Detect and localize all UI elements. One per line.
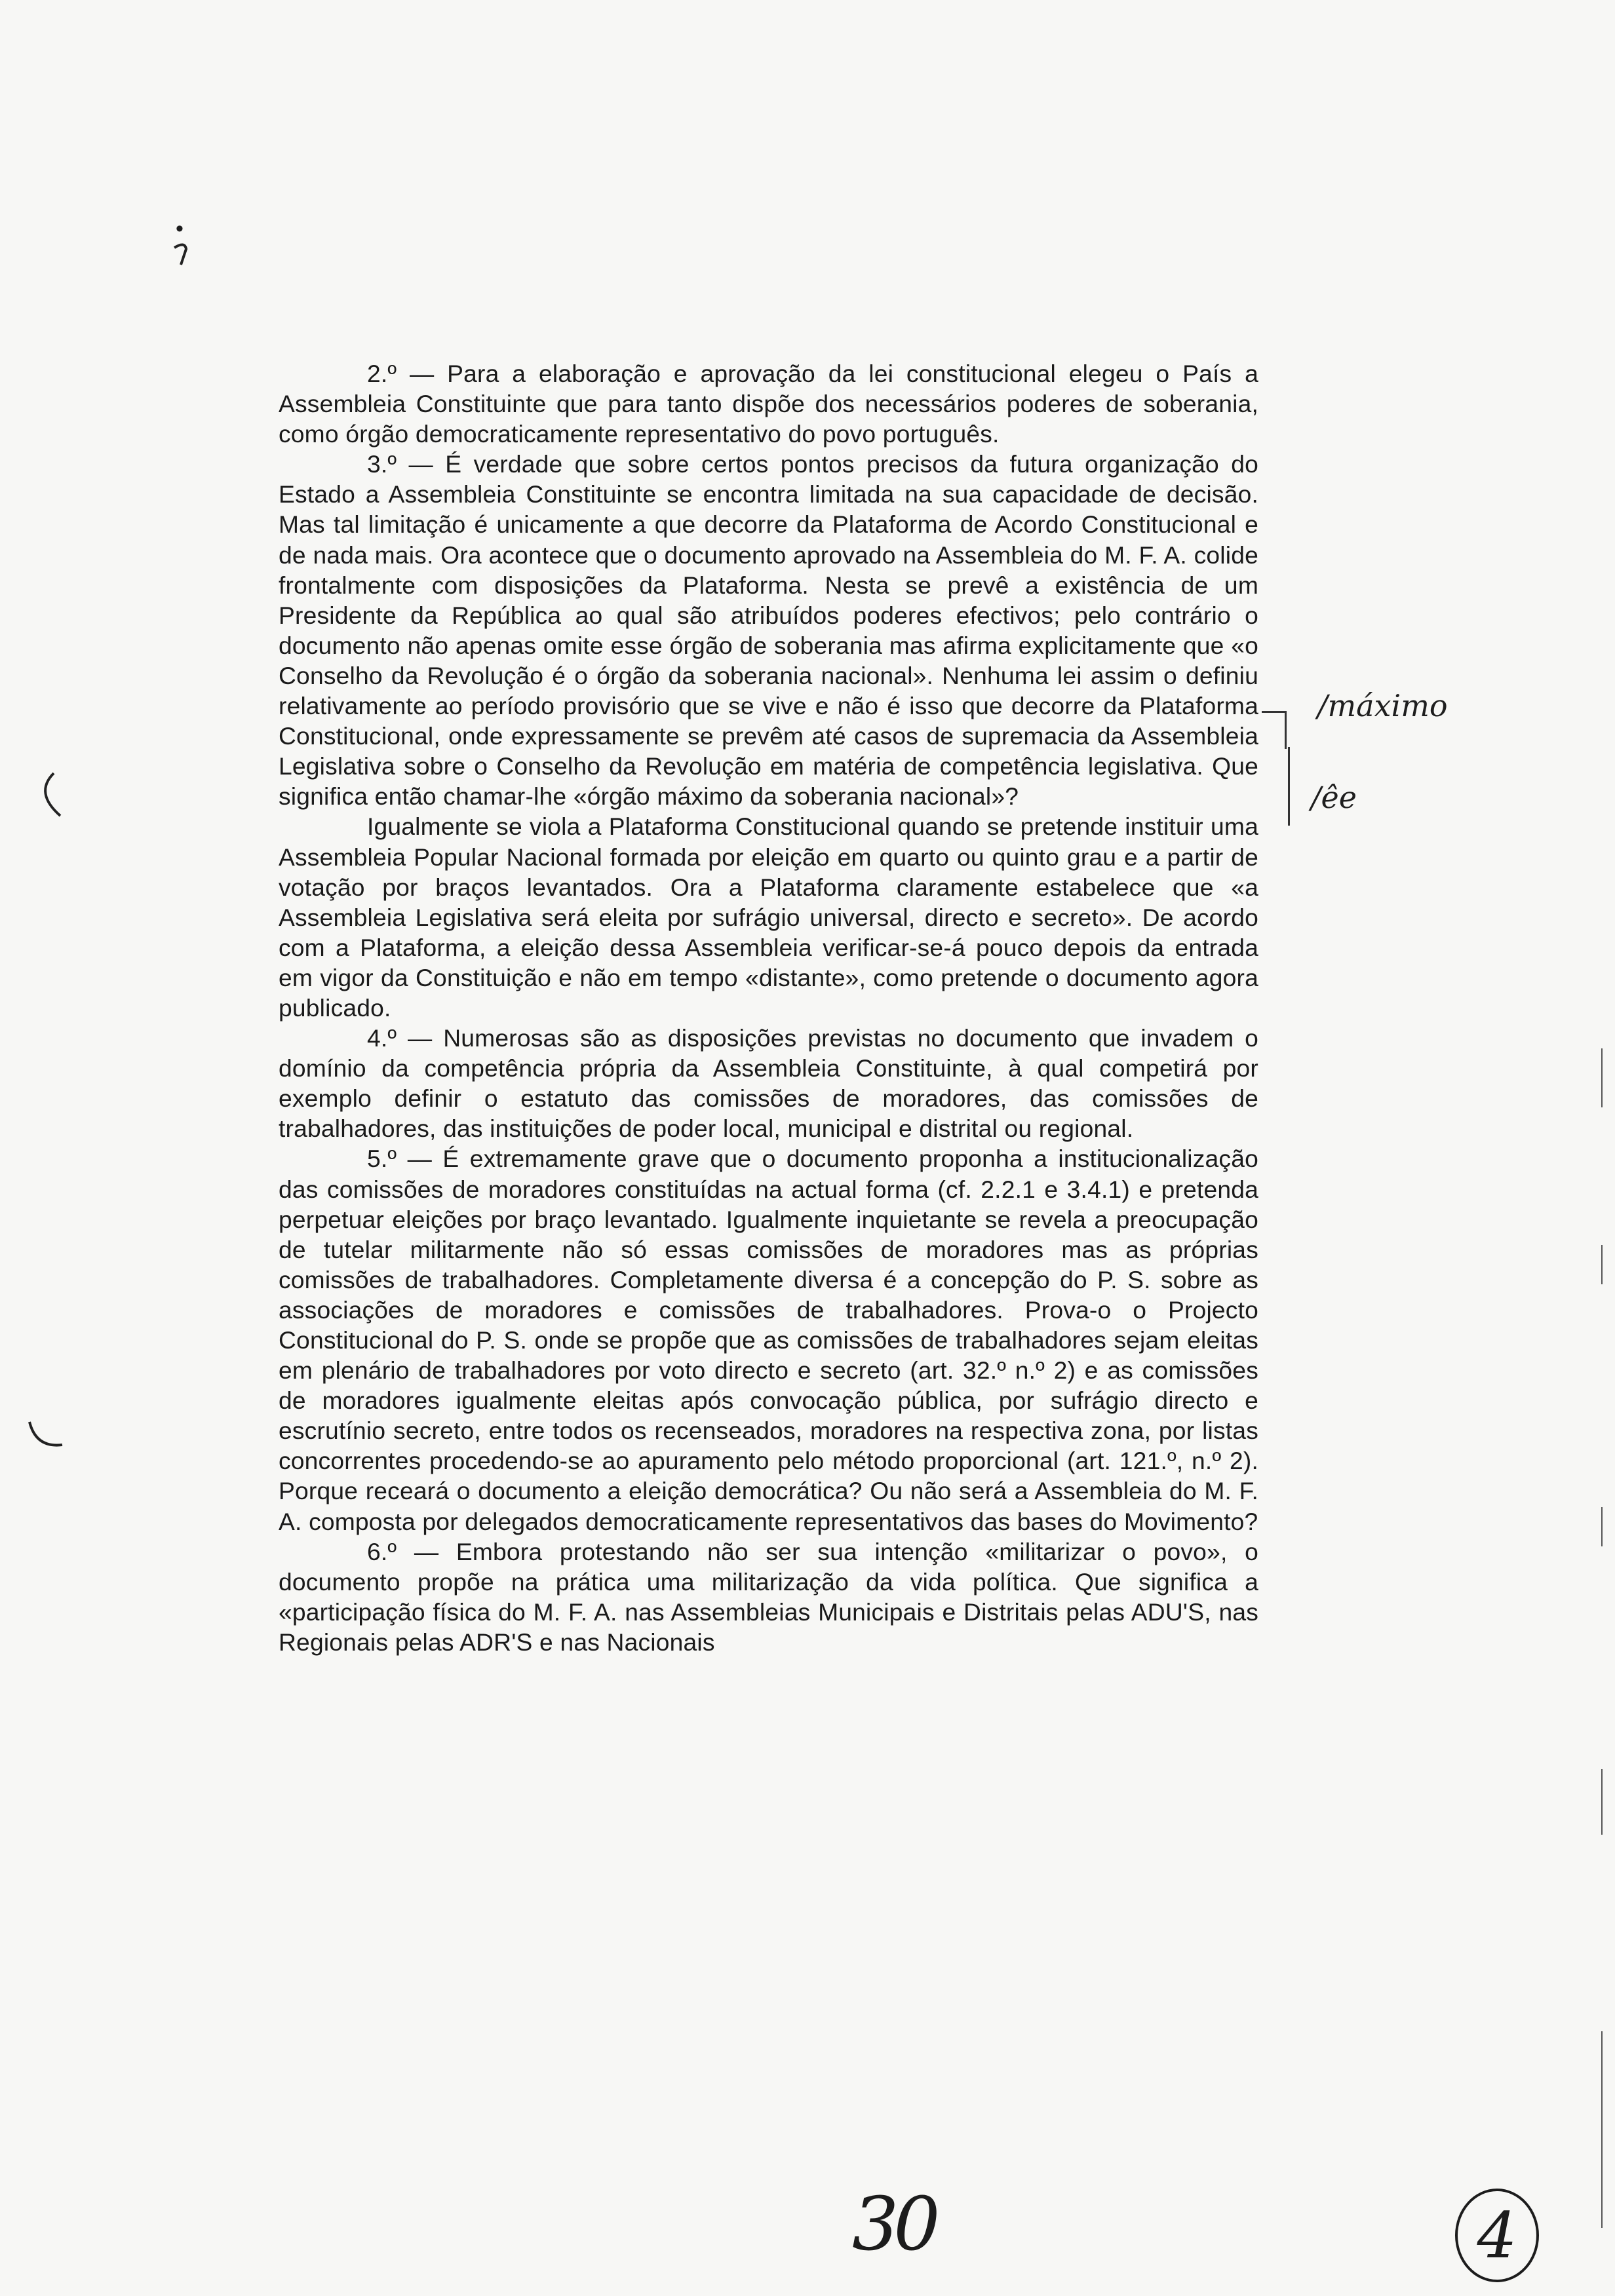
handwritten-page-number: 30 — [852, 2182, 935, 2267]
paragraph-item-6: 6.º — Embora protestando não ser sua intenção «militarizar o povo», o documento propõe na prática uma militarização da vida política. Que significa a «participação física do M. F. A. nas Assembleias Municipais e Distritais pelas ADU'S, nas Regionais pelas ADR'S e nas Nacionais — [279, 1537, 1258, 1656]
circled-sheet-number — [1455, 2189, 1539, 2282]
paragraph-item-3-continued: Igualmente se viola a Plataforma Constitucional quando se pretende instituir uma Assembleia Popular Nacional formada por eleição em quarto ou quinto grau e a partir de votação por braços levantados. Ora a Plataforma claramente estabelece que «a Assembleia Legislativa será eleita por sufrágio universal, directo e secreto». De acordo com a Plataforma, a eleição dessa Assembleia verificar-se-á pouco depois da entrada em vigor da Constituição e não em tempo «distante», como pretende o documento agora publicado. — [279, 813, 1258, 1022]
paragraph-item-2: 2.º — Para a elaboração e aprovação da lei constitucional elegeu o País a Assembleia Constituinte que para tanto dispõe dos necessários poderes de soberania, como órgão democraticamente representativo do povo português. — [279, 360, 1258, 448]
paragraph-item-4: 4.º — Numerosas são as disposições previstas no documento que invadem o domínio da competência própria da Assembleia Constituinte, à qual competirá por exemplo definir o estatuto das comissões de moradores, das comissões de trabalhadores, das instituições de poder local, municipal e distrital ou regional. — [279, 1024, 1258, 1143]
margin-bracket-2 — [1268, 747, 1290, 826]
margin-note-ee: /êe — [1311, 780, 1357, 815]
circled-sheet-number-text: 4 — [1477, 2198, 1517, 2272]
left-margin-arc-mark-1 — [34, 770, 67, 822]
stray-pen-mark — [172, 236, 198, 275]
paragraph-item-5: 5.º — É extremamente grave que o documento proponha a institucionalização das comissões de moradores constituídas na actual forma (cf. 2.2.1 e 3.4.1) e pretenda perpetuar eleições por braço levantado. Igualmente inquietante se revela a preocupação de tutelar militarmente não só essas comissões de moradores mas as próprias comissões de trabalhadores. Completamente diversa é a concepção do P. S. sobre as associações de moradores e comissões de trabalhadores. Prova-o o Projecto Constitucional do P. S. onde se propõe que as comissões de trabalhadores sejam eleitas em plenário de trabalhadores por voto directo e secreto (art. 32.º n.º 2) e as comissões de moradores igualmente eleitas após convocação pública, por sufrágio directo e escrutínio secreto, entre todos os recenseados, moradores na respectiva zona, por listas concorrentes procedendo-se ao apuramento pelo método proporcional (art. 121.º, n.º 2). Porque receará o documento a eleição democrática? Ou não será a Assembleia do M. F. A. composta por delegados democraticamente representativos das bases do Movimento? — [279, 1145, 1258, 1535]
left-margin-arc-mark-2 — [26, 1419, 66, 1458]
paragraph-item-3: 3.º — É verdade que sobre certos pontos precisos da futura organização do Estado a Assembleia Constituinte se encontra limitada na sua capacidade de decisão. Mas tal limitação é unicamente a que decorre da Plataforma de Acordo Constitucional e de nada mais. Ora acontece que o documento aprovado na Assembleia do M. F. A. colide frontalmente com disposições da Plataforma. Nesta se prevê a existência de um Presidente da República ao qual são atribuídos poderes efectivos; pelo contrário o documento não apenas omite esse órgão de soberania mas afirma explicitamente que «o Conselho da Revolução é o órgão da soberania nacional». Nenhuma lei assim o definiu relativamente ao período provisório que se vive e não é isso que decorre da Plataforma Constitucional, onde expressamente se prevêm até casos de supremacia da Assembleia Legislativa sobre o Conselho da Revolução em matéria de competência legislativa. Que significa então chamar-lhe «órgão máximo da soberania nacional»? — [279, 450, 1258, 811]
stray-dot-mark: • — [176, 216, 184, 241]
margin-note-maximo: /máximo — [1317, 688, 1448, 723]
margin-bracket-1 — [1262, 711, 1287, 749]
document-body — [279, 358, 1258, 1657]
scan-edge-artifact — [1599, 1048, 1606, 2228]
